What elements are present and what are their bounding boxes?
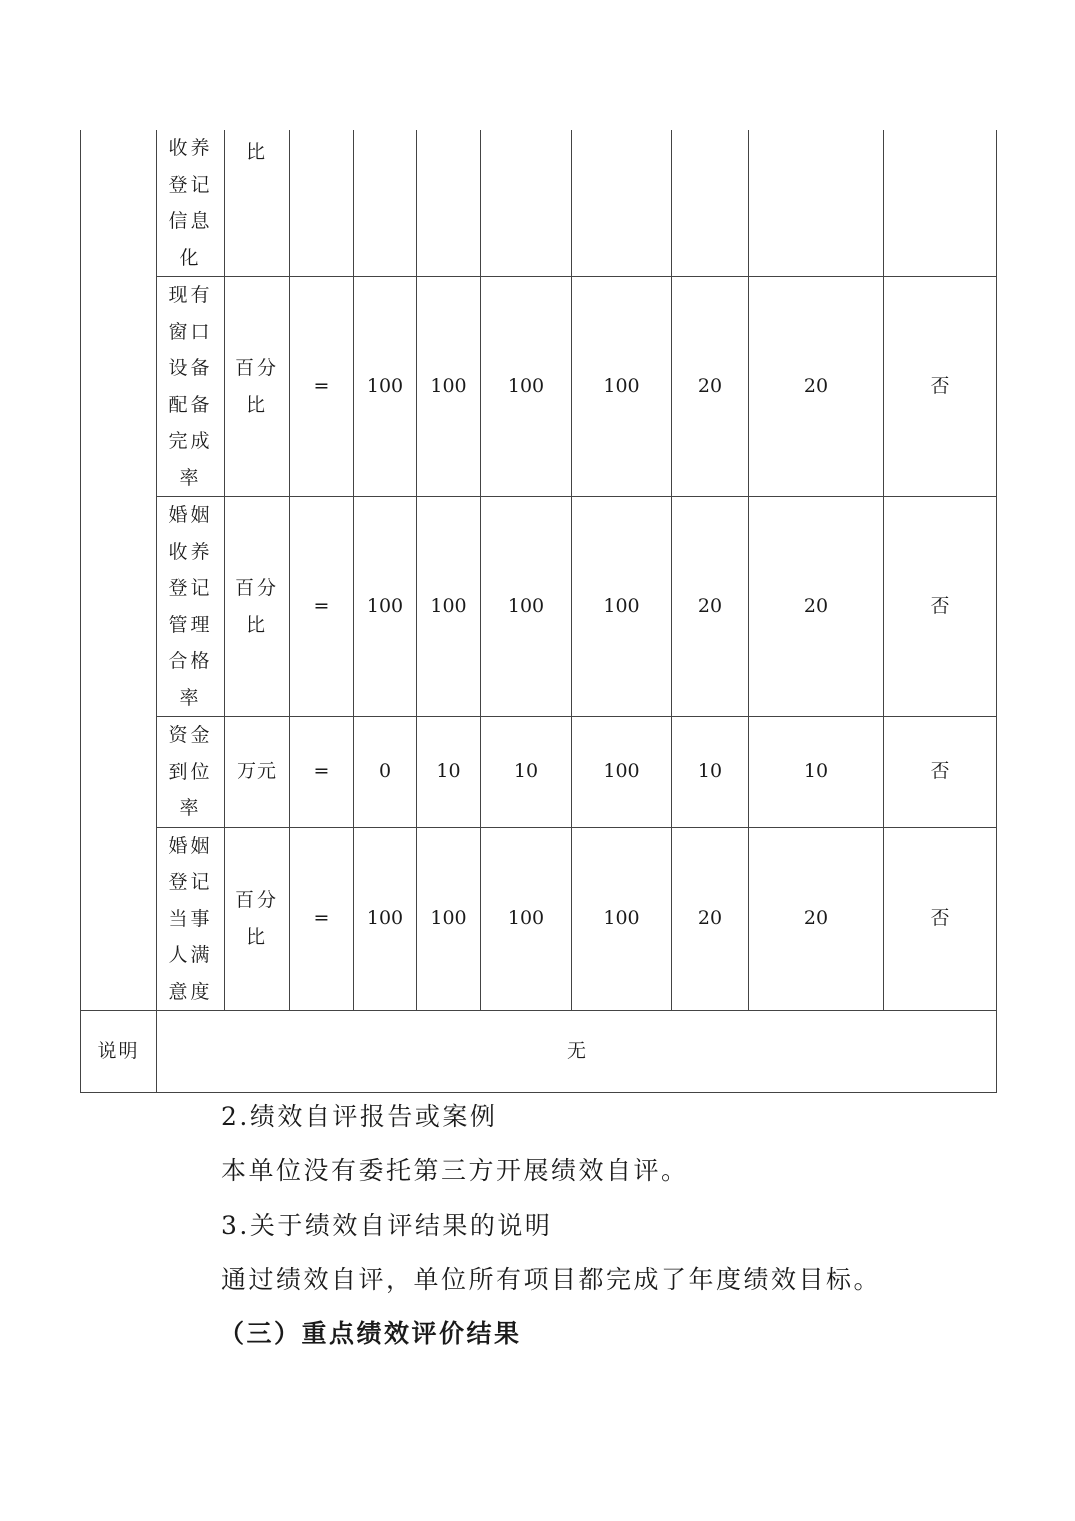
performance-table [80,130,997,1093]
table-row [81,277,997,497]
value-cell [572,130,672,277]
value-cell: 100 [481,497,572,717]
indicator-text: 现有窗口设备配备完成率 [168,284,213,489]
unit-text: 万元 [236,760,277,783]
indicator-text: 资金到位率 [168,724,213,819]
body-paragraph: 通过绩效自评，单位所有项目都完成了年度绩效目标。 [221,1265,882,1294]
flag-cell: 否 [884,497,997,717]
section-heading-results-explanation: 3.关于绩效自评结果的说明 [221,1211,553,1240]
value-cell: 100 [572,717,672,828]
value-cell [481,130,572,277]
value-cell: 100 [417,827,481,1011]
unit-text: 百分比 [235,576,280,636]
value-cell: 10 [481,717,572,828]
value-cell: 20 [749,277,884,497]
flag-cell [884,130,997,277]
section-heading-self-evaluation-report: 2.绩效自评报告或案例 [221,1102,498,1131]
value-cell: 0 [354,717,417,828]
table-row [81,497,997,717]
table-row [81,717,997,828]
unit-cell [225,717,290,828]
value-cell: 100 [417,277,481,497]
value-cell: 100 [354,277,417,497]
unit-cell [225,497,290,717]
flag-cell: 否 [884,277,997,497]
table-row [81,827,997,1011]
flag-cell: 否 [884,827,997,1011]
value-cell: 100 [481,277,572,497]
section-heading-key-evaluation: （三）重点绩效评价结果 [219,1319,522,1348]
value-cell: 20 [749,827,884,1011]
category-cell [81,130,157,1011]
flag-cell: 否 [884,717,997,828]
indicator-cell [157,717,225,828]
operator-cell: = [290,827,354,1011]
note-row [81,1011,997,1093]
indicator-text: 婚姻收养登记管理合格率 [168,504,213,709]
value-cell: 20 [672,827,749,1011]
operator-cell [290,130,354,277]
unit-text: 比 [245,141,268,163]
unit-cell [225,130,290,277]
indicator-text: 婚姻登记当事人满意度 [168,834,213,1003]
value-cell: 100 [572,497,672,717]
value-cell: 100 [417,497,481,717]
value-cell: 20 [749,497,884,717]
indicator-cell [157,277,225,497]
indicator-cell [157,130,225,277]
value-cell [672,130,749,277]
value-cell: 100 [572,277,672,497]
unit-text: 百分比 [235,888,280,948]
value-cell: 10 [749,717,884,828]
operator-cell: = [290,717,354,828]
unit-text: 百分比 [235,356,280,416]
indicator-cell [157,827,225,1011]
table-row [81,130,997,277]
value-cell: 10 [672,717,749,828]
value-cell: 100 [572,827,672,1011]
unit-cell [225,827,290,1011]
value-cell: 20 [672,277,749,497]
operator-cell: = [290,497,354,717]
value-cell: 100 [481,827,572,1011]
value-cell [417,130,481,277]
value-cell: 100 [354,827,417,1011]
value-cell: 100 [354,497,417,717]
value-cell [749,130,884,277]
note-label: 说明 [81,1011,157,1093]
operator-cell: = [290,277,354,497]
value-cell: 20 [672,497,749,717]
indicator-cell [157,497,225,717]
unit-cell [225,277,290,497]
value-cell [354,130,417,277]
body-paragraph: 本单位没有委托第三方开展绩效自评。 [221,1156,689,1185]
indicator-text: 收养登记信息化 [168,137,213,269]
note-value: 无 [157,1011,997,1093]
value-cell: 10 [417,717,481,828]
